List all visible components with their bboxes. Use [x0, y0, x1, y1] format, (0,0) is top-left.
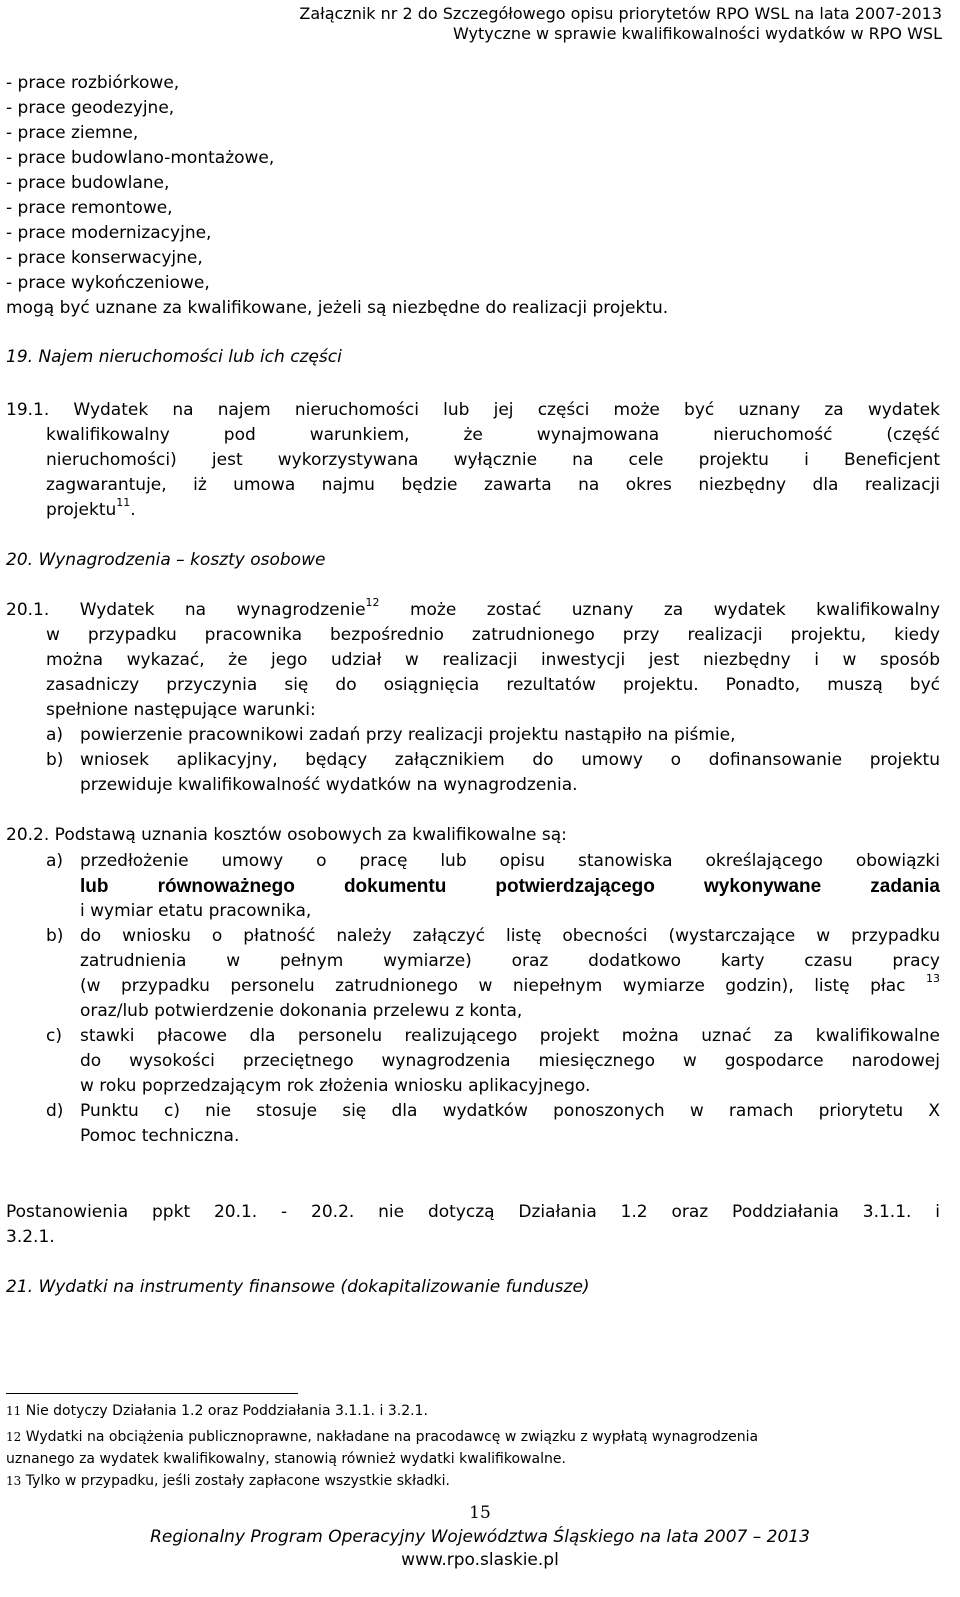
paragraph-line: Punktu c) nie stosuje się dla wydatków ponoszonych w ramach priorytetu X — [80, 1101, 940, 1121]
paragraph-line: w roku poprzedzającym rok złożenia wniosku aplikacyjnego. — [80, 1076, 591, 1096]
works-conclusion: mogą być uznane za kwalifikowane, jeżeli są niezbędne do realizacji projektu. — [6, 298, 669, 318]
section-19-heading: 19. Najem nieruchomości lub ich części — [6, 347, 342, 367]
footnote-ref-13[interactable]: 13 — [926, 972, 941, 986]
section-20-2-intro — [6, 823, 940, 848]
paragraph-line — [6, 598, 940, 623]
item-label-c: c) — [46, 1026, 62, 1046]
item-label-d: d) — [46, 1101, 64, 1121]
footnote-11 — [6, 1402, 428, 1420]
footnote-number: 13 — [6, 1474, 22, 1488]
paragraph-line — [6, 823, 940, 848]
paragraph-line: 3.2.1. — [6, 1227, 55, 1247]
section-21-heading: 21. Wydatki na instrumenty finansowe (dokapitalizowanie fundusze) — [6, 1277, 590, 1297]
paragraph-line: lub równoważnego dokumentu potwierdzającego wykonywane zadania — [80, 876, 940, 897]
footnote-text: Nie dotyczy Działania 1.2 oraz Poddziałania 3.1.1. i 3.2.1. — [21, 1403, 428, 1419]
paragraph-line: stawki płacowe dla personelu realizującego projekt można uznać za kwalifikowalne — [80, 1026, 940, 1046]
paragraph-line: wniosek aplikacyjny, będący załącznikiem do umowy o dofinansowanie projektu — [80, 750, 940, 770]
section-number: 20.2. — [6, 825, 50, 845]
list-item — [80, 924, 940, 1024]
footnote-ref-11[interactable]: 11 — [116, 496, 131, 510]
footnote-text: Tylko w przypadku, jeśli zostały zapłacone wszystkie składki. — [21, 1473, 450, 1489]
section-number: 20.1. — [6, 600, 50, 620]
paragraph-text: projektu — [46, 500, 117, 520]
section-20-1-body — [46, 623, 940, 723]
paragraph-line: można wykazać, że jego udział w realizacji inwestycji jest niezbędny i w sposób — [46, 650, 940, 670]
paragraph-line: i wymiar etatu pracownika, — [80, 901, 312, 921]
paragraph-line: 19.1. Wydatek na najem nieruchomości lub jej części może być uznany za wydatek — [6, 400, 940, 420]
list-item — [80, 1024, 940, 1099]
footnote-12-continued: uznanego za wydatek kwalifikowalny, stanowią również wydatki kwalifikowalne. — [6, 1451, 566, 1467]
list-item — [80, 748, 940, 798]
list-item — [80, 723, 940, 748]
item-label-b: b) — [46, 926, 64, 946]
list-item: - prace geodezyjne, — [6, 98, 175, 118]
footnote-separator — [6, 1393, 298, 1394]
list-item: - prace wykończeniowe, — [6, 273, 210, 293]
paragraph-line: Pomoc techniczna. — [80, 1126, 240, 1146]
paragraph-text: Podstawą uznania kosztów osobowych za kwalifikowalne są: — [54, 825, 567, 845]
document-header — [299, 4, 942, 44]
header-line-2: Wytyczne w sprawie kwalifikowalności wydatków w RPO WSL — [452, 24, 942, 43]
footnote-number: 11 — [6, 1404, 22, 1418]
section-19-1-body — [46, 423, 940, 523]
list-item: - prace remontowe, — [6, 198, 173, 218]
paragraph-line: nieruchomości) jest wykorzystywana wyłącznie na cele projektu i Beneficjent — [46, 450, 940, 470]
paragraph-line — [46, 498, 940, 523]
list-item: - prace budowlane, — [6, 173, 170, 193]
paragraph-line: powierzenie pracownikowi zadań przy realizacji projektu nastąpiło na piśmie, — [80, 725, 736, 745]
list-item — [80, 849, 940, 924]
section-20-heading: 20. Wynagrodzenia – koszty osobowe — [6, 550, 326, 570]
paragraph-line: kwalifikowalny pod warunkiem, że wynajmowana nieruchomość (część — [46, 425, 940, 445]
list-item: - prace budowlano-montażowe, — [6, 148, 275, 168]
paragraph-line: oraz/lub potwierdzenie dokonania przelewu z konta, — [80, 1001, 523, 1021]
list-item — [80, 1099, 940, 1149]
paragraph-line: do wysokości przeciętnego wynagrodzenia miesięcznego w gospodarce narodowej — [80, 1051, 940, 1071]
paragraph-line: spełnione następujące warunki: — [46, 700, 316, 720]
page-number: 15 — [469, 1503, 491, 1523]
paragraph-line: zagwarantuje, iż umowa najmu będzie zawarta na okres niezbędny dla realizacji — [46, 475, 940, 495]
footnote-13 — [6, 1472, 450, 1490]
footnote-ref-12[interactable]: 12 — [365, 596, 380, 610]
paragraph-text: . — [130, 500, 136, 520]
paragraph-text: może zostać uznany za wydatek kwalifikowalny — [409, 600, 941, 620]
paragraph-line: zasadniczy przyczynia się do osiągnięcia rezultatów projektu. Ponadto, muszą być — [46, 675, 940, 695]
footer-url[interactable]: www.rpo.slaskie.pl — [401, 1550, 559, 1570]
list-item: - prace modernizacyjne, — [6, 223, 212, 243]
item-label-a: a) — [46, 725, 64, 745]
item-label-b: b) — [46, 750, 64, 770]
list-item: - prace konserwacyjne, — [6, 248, 203, 268]
item-label-a: a) — [46, 851, 64, 871]
postanowienia-paragraph — [6, 1200, 940, 1250]
paragraph-line: Postanowienia ppkt 20.1. - 20.2. nie dotyczą Działania 1.2 oraz Poddziałania 3.1.1. i — [6, 1202, 940, 1222]
footer-program: Regionalny Program Operacyjny Województwa Śląskiego na lata 2007 – 2013 — [150, 1527, 810, 1547]
list-item: - prace rozbiórkowe, — [6, 73, 180, 93]
paragraph-line — [80, 974, 940, 999]
paragraph-line: w przypadku pracownika bezpośrednio zatrudnionego przy realizacji projektu, kiedy — [46, 625, 940, 645]
footnote-12 — [6, 1428, 758, 1446]
header-line-1: Załącznik nr 2 do Szczegółowego opisu priorytetów RPO WSL na lata 2007-2013 — [299, 4, 942, 23]
paragraph-line: zatrudnienia w pełnym wymiarze) oraz dodatkowo karty czasu pracy — [80, 951, 940, 971]
paragraph-line: przedłożenie umowy o pracę lub opisu stanowiska określającego obowiązki — [80, 851, 940, 871]
footnote-number: 12 — [6, 1430, 22, 1444]
paragraph-text: (w przypadku personelu zatrudnionego w niepełnym wymiarze godzin), listę płac — [80, 976, 906, 996]
section-19-1-paragraph — [6, 398, 940, 423]
paragraph-text: Wydatek na wynagrodzenie — [79, 600, 366, 620]
list-item: - prace ziemne, — [6, 123, 139, 143]
section-20-1-first-line — [6, 598, 940, 623]
footnote-text: Wydatki na obciążenia publicznoprawne, nakładane na pracodawcę w związku z wypłatą wynagrodzenia — [21, 1429, 759, 1445]
paragraph-line: przewiduje kwalifikowalność wydatków na wynagrodzenia. — [80, 775, 578, 795]
paragraph-line: do wniosku o płatność należy załączyć listę obecności (wystarczające w przypadku — [80, 926, 940, 946]
